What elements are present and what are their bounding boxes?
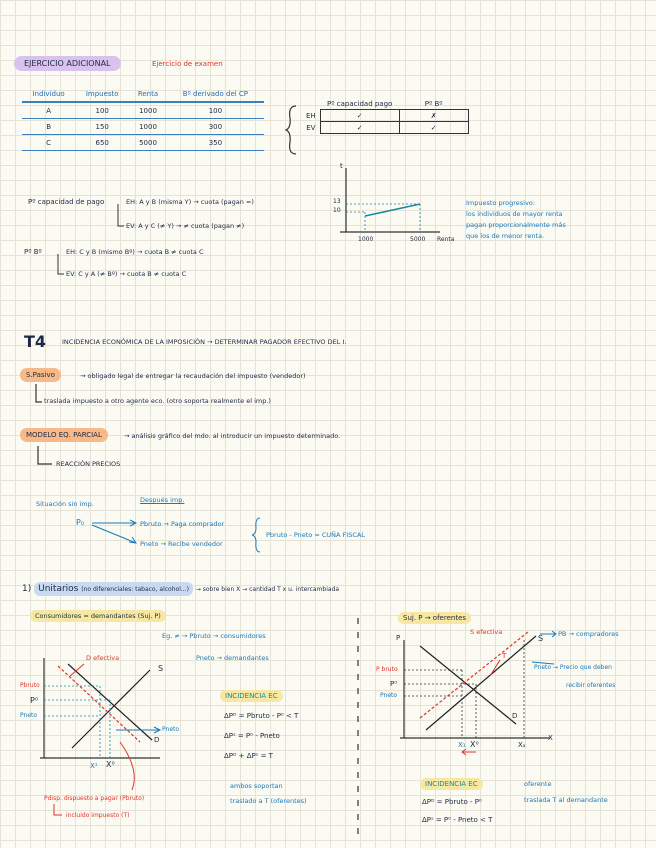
x0-label: X⁰ [106,760,115,769]
d-efectiva-label: D efectiva [86,654,120,662]
note-line: pagan proporcionalmente más [466,221,566,229]
spasivo-sub: traslada impuesto a otro agente eco. (otro soporta realmente el imp.) [44,397,271,405]
left-eg-line: Eg. ≠ → Pbruto → consumidores [162,632,266,640]
table-header-cell: Pº capacidad pago [327,99,393,108]
cuna-fiscal: Pbruto - Pneto = CUÑA FISCAL [266,531,365,539]
x1-label: X¹ [90,762,98,770]
heading-note: (no diferenciales: tabaco, alcohol...) [81,586,189,593]
table-cell: ✓ [320,122,399,134]
s-label: S [538,634,544,643]
ambos-line: ambos soportan [230,782,283,790]
t-label: T [502,652,507,660]
ambos-line: traslado a T (oferentes) [230,797,307,805]
modelo-sub: REACCIÓN PRECIOS [56,460,121,468]
left-eg2-line: Pneto → demandantes [196,654,269,662]
sin-imp-label: Situación sin imp. [36,500,94,508]
table-cell: ✓ [320,110,399,122]
pneto-arrow-label: Pneto [162,726,180,733]
left-incidencia-line: ΔPᴰ = Pbruto - P⁰ < T [224,712,299,720]
table-cell: 100 [167,102,264,119]
table-row-label: EH [306,111,316,120]
left-incidencia-title: INCIDENCIA EC [220,690,283,702]
table-header-cell: Individuo [22,86,75,102]
bb-label: Pº Bº [24,248,42,256]
topic-code: T4 [24,332,47,351]
right-incidencia-line: ΔPˢ = P⁰ - Pneto < T [422,816,493,824]
chart-ylabel: t [340,162,343,170]
heading-number: 1) [22,584,32,594]
table-cell: 150 [75,119,129,135]
heading-text: Unitarios [38,584,79,594]
right-case-label: Suj. P → oferentes [398,612,471,624]
d-label: D [512,712,518,720]
exercise-subtitle: Ejercicio de examen [152,60,223,68]
table-cell: C [22,135,75,151]
pbruto-line: Pbruto → Paga comprador [140,520,225,528]
heading-rest: → sobre bien X → cantidad T x u. intercambiada [195,586,340,593]
x0-label: X⁰ [470,740,479,749]
chart-ytick: 10 [333,207,341,214]
table-cell: 350 [167,135,264,151]
chart-xtick: 5000 [410,236,426,243]
table-cell: 5000 [129,135,167,151]
disp-pagar-note: Pdisp. dispuesto a pagar (Pbruto) [44,795,145,802]
table-cell: 100 [75,102,129,119]
d-label: D [154,736,160,744]
despues-label: Después imp. [140,496,185,504]
left-incidencia-line: ΔPˢ = P⁰ - Pneto [224,732,280,740]
bb-ev-line: EV: C y A (≠ Bº) → cuota B ≠ cuota C [66,270,187,278]
oferente-line: oferente [524,780,552,788]
xa-label: Xₐ [518,741,526,749]
right-incidencia-title: INCIDENCIA EC [420,778,483,790]
x-axis-label: X [548,734,553,742]
table-header-cell: Renta [129,86,167,102]
spasivo-text: → obligado legal de entregar la recaudación del impuesto (vendedor) [80,372,306,380]
x1-label: X₁ [458,741,466,749]
pb-note: PB → compradores [558,630,619,638]
table-header-cell: Impuesto [75,86,129,102]
p-axis-label: P [396,634,401,642]
pneto-note-line: recibir oferentes [566,682,616,689]
modelo-label: MODELO EQ. PARCIAL [20,428,108,442]
spasivo-label: S.Pasivo [20,368,61,382]
table-row-label: EV [306,123,316,132]
right-incidencia-line: ΔPᴰ = Pbruto - P⁰ [422,798,482,806]
cp-eh-line: EH: A y B (misma Y) → cuota (pagan =) [126,198,254,206]
table-cell: B [22,119,75,135]
chart-xtick: 1000 [358,236,374,243]
table-cell: ✗ [399,110,468,122]
p0-label: P₀ [76,518,85,527]
left-case-label: Consumidores = demandantes (Suj. P) [30,610,166,622]
p0-label: P⁰ [390,680,398,688]
pneto-label: Pneto [20,712,38,719]
chart-ytick: 13 [333,198,341,205]
pneto-note-line: Pneto → Precio que deben [534,664,612,671]
modelo-text: → análisis gráfico del mdo. al introducir un impuesto determinado. [124,432,341,440]
left-incidencia-line: ΔPᴰ + ΔPˢ = T [224,752,273,760]
cp-label: Pº capacidad de pago [28,198,105,206]
table-cell: A [22,102,75,119]
note-line: Impuesto progresivo: [466,199,535,207]
p0-label: P⁰ [30,696,39,705]
s-label: S [158,664,164,673]
table-cell: 1000 [129,119,167,135]
pneto-label: Pneto [380,692,398,699]
table-header-cell: Pº Bº [424,99,443,108]
s-efectiva-label: S efectiva [470,628,503,636]
note-line: que los de menor renta. [466,232,545,240]
table-cell: 300 [167,119,264,135]
incluido-note: incluido impuesto (T) [66,812,130,819]
table-header-cell: Bº derivado del CP [167,86,264,102]
topic-title: INCIDENCIA ECONÓMICA DE LA IMPOSICIÓN → DETERMINAR PAGADOR EFECTIVO DEL I. [62,338,347,346]
table-cell: 1000 [129,102,167,119]
oferente-line: traslada T al demandante [524,796,608,804]
pneto-line: Pneto → Recibe vendedor [140,540,223,548]
chart-xlabel: Renta [437,236,455,243]
bb-eh-line: EH: C y B (mismo Bº) → cuota B ≠ cuota C [66,248,204,256]
cp-ev-line: EV: A y C (≠ Y) → ≠ cuota (pagan ≠) [126,222,245,230]
pbruto-label: P bruto [376,666,398,673]
table-cell: ✓ [399,122,468,134]
note-line: los individuos de mayor renta [466,210,563,218]
table-cell: 650 [75,135,129,151]
pbruto-label: Pbruto [20,682,40,689]
exercise-title: EJERCICIO ADICIONAL [14,56,121,71]
